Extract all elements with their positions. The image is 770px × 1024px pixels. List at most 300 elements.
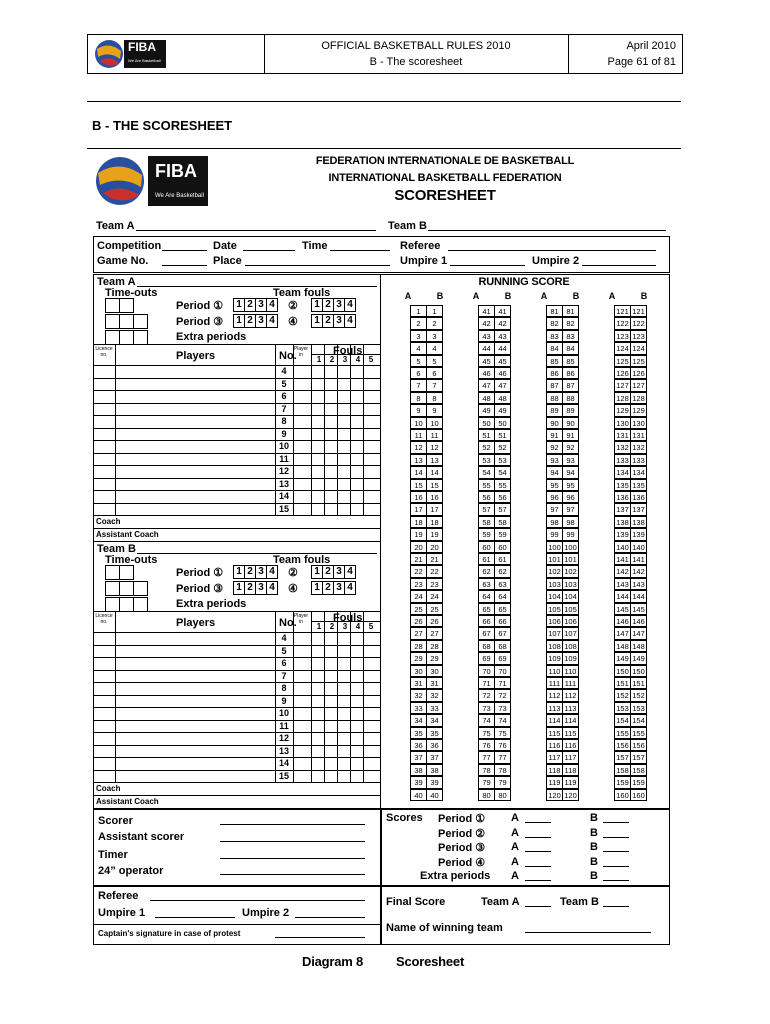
timeout-box[interactable]: [119, 330, 134, 345]
rs-cell[interactable]: 1: [426, 305, 443, 317]
rs-cell[interactable]: 61: [478, 553, 495, 565]
rs-cell[interactable]: 47: [478, 379, 495, 391]
rs-cell[interactable]: 154: [614, 714, 631, 726]
rs-cell[interactable]: 55: [478, 479, 495, 491]
rs-cell[interactable]: 44: [494, 342, 511, 354]
rs-cell[interactable]: 68: [494, 640, 511, 652]
rs-cell[interactable]: 54: [478, 466, 495, 478]
rs-cell[interactable]: 146: [630, 615, 647, 627]
rs-cell[interactable]: 102: [546, 565, 563, 577]
rs-cell[interactable]: 86: [546, 367, 563, 379]
rs-cell[interactable]: 116: [546, 739, 563, 751]
rs-cell[interactable]: 22: [426, 565, 443, 577]
rs-cell[interactable]: 135: [614, 479, 631, 491]
rs-cell[interactable]: 26: [426, 615, 443, 627]
rs-cell[interactable]: 34: [426, 714, 443, 726]
foul-box[interactable]: 1: [311, 581, 323, 595]
rs-cell[interactable]: 88: [546, 392, 563, 404]
rs-cell[interactable]: 49: [494, 404, 511, 416]
foul-box[interactable]: 2: [244, 581, 256, 595]
rs-cell[interactable]: 150: [614, 665, 631, 677]
rs-cell[interactable]: 3: [410, 330, 427, 342]
rs-cell[interactable]: 118: [562, 764, 579, 776]
assistant-scorer-field[interactable]: [220, 841, 365, 842]
rs-cell[interactable]: 121: [614, 305, 631, 317]
timeout-box[interactable]: [105, 565, 120, 580]
rs-cell[interactable]: 33: [410, 702, 427, 714]
rs-cell[interactable]: 46: [494, 367, 511, 379]
rs-cell[interactable]: 15: [410, 479, 427, 491]
rs-cell[interactable]: 130: [630, 417, 647, 429]
rs-cell[interactable]: 14: [426, 466, 443, 478]
rs-cell[interactable]: 103: [546, 578, 563, 590]
rs-cell[interactable]: 123: [630, 330, 647, 342]
rs-cell[interactable]: 8: [410, 392, 427, 404]
rs-cell[interactable]: 42: [494, 317, 511, 329]
period-score-a-field[interactable]: [525, 880, 551, 881]
rs-cell[interactable]: 25: [410, 603, 427, 615]
rs-cell[interactable]: 97: [562, 503, 579, 515]
rs-cell[interactable]: 117: [546, 751, 563, 763]
rs-cell[interactable]: 62: [494, 565, 511, 577]
rs-cell[interactable]: 56: [478, 491, 495, 503]
rs-cell[interactable]: 17: [410, 503, 427, 515]
rs-cell[interactable]: 27: [426, 627, 443, 639]
rs-cell[interactable]: 119: [546, 776, 563, 788]
rs-cell[interactable]: 141: [630, 553, 647, 565]
rs-cell[interactable]: 98: [562, 516, 579, 528]
foul-box[interactable]: 3: [255, 298, 267, 312]
rs-cell[interactable]: 100: [546, 541, 563, 553]
rs-cell[interactable]: 147: [630, 627, 647, 639]
rs-cell[interactable]: 107: [562, 627, 579, 639]
rs-cell[interactable]: 69: [478, 652, 495, 664]
rs-cell[interactable]: 132: [630, 441, 647, 453]
rs-cell[interactable]: 16: [426, 491, 443, 503]
foul-box[interactable]: 4: [266, 314, 278, 328]
rs-cell[interactable]: 137: [630, 503, 647, 515]
rs-cell[interactable]: 45: [494, 355, 511, 367]
rs-cell[interactable]: 9: [426, 404, 443, 416]
rs-cell[interactable]: 53: [478, 454, 495, 466]
rs-cell[interactable]: 54: [494, 466, 511, 478]
rs-cell[interactable]: 141: [614, 553, 631, 565]
timeout-box[interactable]: [105, 597, 120, 612]
foul-box[interactable]: 2: [322, 565, 334, 579]
period-score-a-field[interactable]: [525, 822, 551, 823]
rs-cell[interactable]: 64: [494, 590, 511, 602]
rs-cell[interactable]: 10: [410, 417, 427, 429]
rs-cell[interactable]: 36: [410, 739, 427, 751]
final-team-b-field[interactable]: [603, 906, 629, 907]
rs-cell[interactable]: 139: [630, 528, 647, 540]
foul-box[interactable]: 1: [233, 581, 245, 595]
rs-cell[interactable]: 87: [546, 379, 563, 391]
rs-cell[interactable]: 94: [546, 466, 563, 478]
rs-cell[interactable]: 82: [562, 317, 579, 329]
rs-cell[interactable]: 93: [562, 454, 579, 466]
rs-cell[interactable]: 130: [614, 417, 631, 429]
rs-cell[interactable]: 97: [546, 503, 563, 515]
rs-cell[interactable]: 11: [426, 429, 443, 441]
rs-cell[interactable]: 85: [546, 355, 563, 367]
rs-cell[interactable]: 145: [630, 603, 647, 615]
referee-field[interactable]: [448, 250, 656, 251]
timeout-box[interactable]: [133, 597, 148, 612]
rs-cell[interactable]: 32: [426, 689, 443, 701]
rs-cell[interactable]: 115: [546, 727, 563, 739]
rs-cell[interactable]: 99: [546, 528, 563, 540]
rs-cell[interactable]: 158: [614, 764, 631, 776]
rs-cell[interactable]: 108: [562, 640, 579, 652]
rs-cell[interactable]: 95: [562, 479, 579, 491]
rs-cell[interactable]: 28: [426, 640, 443, 652]
foul-box[interactable]: 4: [344, 314, 356, 328]
timeout-box[interactable]: [119, 298, 134, 313]
rs-cell[interactable]: 154: [630, 714, 647, 726]
rs-cell[interactable]: 133: [614, 454, 631, 466]
rs-cell[interactable]: 74: [478, 714, 495, 726]
rs-cell[interactable]: 89: [546, 404, 563, 416]
rs-cell[interactable]: 125: [630, 355, 647, 367]
rs-cell[interactable]: 95: [546, 479, 563, 491]
rs-cell[interactable]: 51: [494, 429, 511, 441]
rs-cell[interactable]: 31: [426, 677, 443, 689]
rs-cell[interactable]: 122: [614, 317, 631, 329]
rs-cell[interactable]: 30: [426, 665, 443, 677]
rs-cell[interactable]: 115: [562, 727, 579, 739]
rs-cell[interactable]: 121: [630, 305, 647, 317]
rs-cell[interactable]: 92: [562, 441, 579, 453]
rs-cell[interactable]: 90: [562, 417, 579, 429]
rs-cell[interactable]: 113: [546, 702, 563, 714]
rs-cell[interactable]: 123: [614, 330, 631, 342]
team-name-field[interactable]: [137, 553, 377, 554]
rs-cell[interactable]: 114: [546, 714, 563, 726]
rs-cell[interactable]: 12: [410, 441, 427, 453]
rs-cell[interactable]: 58: [478, 516, 495, 528]
rs-cell[interactable]: 103: [562, 578, 579, 590]
rs-cell[interactable]: 85: [562, 355, 579, 367]
rs-cell[interactable]: 158: [630, 764, 647, 776]
rs-cell[interactable]: 142: [614, 565, 631, 577]
rs-cell[interactable]: 60: [494, 541, 511, 553]
timeout-box[interactable]: [105, 298, 120, 313]
rs-cell[interactable]: 68: [478, 640, 495, 652]
rs-cell[interactable]: 96: [562, 491, 579, 503]
foul-box[interactable]: 3: [333, 314, 345, 328]
rs-cell[interactable]: 40: [410, 789, 427, 801]
rs-cell[interactable]: 127: [630, 379, 647, 391]
rs-cell[interactable]: 65: [478, 603, 495, 615]
rs-cell[interactable]: 143: [630, 578, 647, 590]
rs-cell[interactable]: 73: [494, 702, 511, 714]
rs-cell[interactable]: 109: [562, 652, 579, 664]
rs-cell[interactable]: 59: [478, 528, 495, 540]
rs-cell[interactable]: 132: [614, 441, 631, 453]
rs-cell[interactable]: 37: [426, 751, 443, 763]
rs-cell[interactable]: 19: [410, 528, 427, 540]
rs-cell[interactable]: 81: [562, 305, 579, 317]
rs-cell[interactable]: 155: [614, 727, 631, 739]
foul-box[interactable]: 1: [311, 298, 323, 312]
rs-cell[interactable]: 109: [546, 652, 563, 664]
rs-cell[interactable]: 21: [426, 553, 443, 565]
rs-cell[interactable]: 5: [426, 355, 443, 367]
rs-cell[interactable]: 151: [630, 677, 647, 689]
rs-cell[interactable]: 80: [478, 789, 495, 801]
rs-cell[interactable]: 52: [478, 441, 495, 453]
rs-cell[interactable]: 144: [614, 590, 631, 602]
foul-box[interactable]: 1: [311, 314, 323, 328]
rs-cell[interactable]: 81: [546, 305, 563, 317]
rs-cell[interactable]: 98: [546, 516, 563, 528]
referee-b-field[interactable]: [150, 900, 365, 901]
rs-cell[interactable]: 23: [410, 578, 427, 590]
rs-cell[interactable]: 77: [494, 751, 511, 763]
rs-cell[interactable]: 134: [630, 466, 647, 478]
winner-field[interactable]: [525, 932, 651, 933]
rs-cell[interactable]: 101: [562, 553, 579, 565]
rs-cell[interactable]: 66: [478, 615, 495, 627]
rs-cell[interactable]: 63: [478, 578, 495, 590]
rs-cell[interactable]: 70: [478, 665, 495, 677]
rs-cell[interactable]: 49: [478, 404, 495, 416]
rs-cell[interactable]: 106: [546, 615, 563, 627]
foul-box[interactable]: 1: [233, 565, 245, 579]
rs-cell[interactable]: 111: [546, 677, 563, 689]
rs-cell[interactable]: 2: [410, 317, 427, 329]
final-team-a-field[interactable]: [525, 906, 551, 907]
timeout-box[interactable]: [133, 314, 148, 329]
rs-cell[interactable]: 29: [410, 652, 427, 664]
rs-cell[interactable]: 23: [426, 578, 443, 590]
rs-cell[interactable]: 106: [562, 615, 579, 627]
rs-cell[interactable]: 160: [630, 789, 647, 801]
rs-cell[interactable]: 129: [630, 404, 647, 416]
rs-cell[interactable]: 57: [478, 503, 495, 515]
foul-box[interactable]: 3: [255, 314, 267, 328]
rs-cell[interactable]: 87: [562, 379, 579, 391]
date-field[interactable]: [243, 250, 295, 251]
rs-cell[interactable]: 112: [562, 689, 579, 701]
rs-cell[interactable]: 13: [410, 454, 427, 466]
rs-cell[interactable]: 6: [410, 367, 427, 379]
rs-cell[interactable]: 27: [410, 627, 427, 639]
rs-cell[interactable]: 140: [630, 541, 647, 553]
period-score-b-field[interactable]: [603, 851, 629, 852]
rs-cell[interactable]: 128: [630, 392, 647, 404]
rs-cell[interactable]: 66: [494, 615, 511, 627]
rs-cell[interactable]: 92: [546, 441, 563, 453]
rs-cell[interactable]: 112: [546, 689, 563, 701]
umpire1-field[interactable]: [450, 265, 525, 266]
rs-cell[interactable]: 114: [562, 714, 579, 726]
rs-cell[interactable]: 33: [426, 702, 443, 714]
rs-cell[interactable]: 148: [630, 640, 647, 652]
rs-cell[interactable]: 137: [614, 503, 631, 515]
rs-cell[interactable]: 138: [630, 516, 647, 528]
rs-cell[interactable]: 153: [614, 702, 631, 714]
rs-cell[interactable]: 8: [426, 392, 443, 404]
rs-cell[interactable]: 67: [478, 627, 495, 639]
rs-cell[interactable]: 4: [426, 342, 443, 354]
rs-cell[interactable]: 35: [410, 727, 427, 739]
rs-cell[interactable]: 39: [426, 776, 443, 788]
rs-cell[interactable]: 134: [614, 466, 631, 478]
rs-cell[interactable]: 80: [494, 789, 511, 801]
rs-cell[interactable]: 59: [494, 528, 511, 540]
team-name-field[interactable]: [137, 286, 377, 287]
rs-cell[interactable]: 136: [630, 491, 647, 503]
rs-cell[interactable]: 45: [478, 355, 495, 367]
rs-cell[interactable]: 29: [426, 652, 443, 664]
rs-cell[interactable]: 155: [630, 727, 647, 739]
rs-cell[interactable]: 43: [478, 330, 495, 342]
place-field[interactable]: [245, 265, 390, 266]
rs-cell[interactable]: 64: [478, 590, 495, 602]
rs-cell[interactable]: 71: [478, 677, 495, 689]
rs-cell[interactable]: 101: [546, 553, 563, 565]
rs-cell[interactable]: 37: [410, 751, 427, 763]
period-score-b-field[interactable]: [603, 822, 629, 823]
rs-cell[interactable]: 82: [546, 317, 563, 329]
rs-cell[interactable]: 79: [494, 776, 511, 788]
rs-cell[interactable]: 13: [426, 454, 443, 466]
rs-cell[interactable]: 86: [562, 367, 579, 379]
rs-cell[interactable]: 2: [426, 317, 443, 329]
rs-cell[interactable]: 124: [614, 342, 631, 354]
timeout-box[interactable]: [119, 597, 134, 612]
rs-cell[interactable]: 139: [614, 528, 631, 540]
foul-box[interactable]: 2: [322, 298, 334, 312]
rs-cell[interactable]: 94: [562, 466, 579, 478]
foul-box[interactable]: 2: [322, 314, 334, 328]
rs-cell[interactable]: 105: [546, 603, 563, 615]
rs-cell[interactable]: 84: [546, 342, 563, 354]
rs-cell[interactable]: 142: [630, 565, 647, 577]
rs-cell[interactable]: 52: [494, 441, 511, 453]
rs-cell[interactable]: 91: [562, 429, 579, 441]
timer-field[interactable]: [220, 858, 365, 859]
rs-cell[interactable]: 122: [630, 317, 647, 329]
rs-cell[interactable]: 31: [410, 677, 427, 689]
rs-cell[interactable]: 9: [410, 404, 427, 416]
rs-cell[interactable]: 46: [478, 367, 495, 379]
rs-cell[interactable]: 19: [426, 528, 443, 540]
rs-cell[interactable]: 126: [614, 367, 631, 379]
rs-cell[interactable]: 159: [614, 776, 631, 788]
foul-box[interactable]: 3: [333, 581, 345, 595]
rs-cell[interactable]: 79: [478, 776, 495, 788]
rs-cell[interactable]: 91: [546, 429, 563, 441]
rs-cell[interactable]: 149: [630, 652, 647, 664]
period-score-b-field[interactable]: [603, 837, 629, 838]
rs-cell[interactable]: 131: [614, 429, 631, 441]
rs-cell[interactable]: 147: [614, 627, 631, 639]
rs-cell[interactable]: 14: [410, 466, 427, 478]
rs-cell[interactable]: 102: [562, 565, 579, 577]
rs-cell[interactable]: 120: [546, 789, 563, 801]
rs-cell[interactable]: 152: [614, 689, 631, 701]
rs-cell[interactable]: 128: [614, 392, 631, 404]
rs-cell[interactable]: 35: [426, 727, 443, 739]
rs-cell[interactable]: 24: [410, 590, 427, 602]
rs-cell[interactable]: 15: [426, 479, 443, 491]
rs-cell[interactable]: 56: [494, 491, 511, 503]
foul-box[interactable]: 3: [255, 581, 267, 595]
rs-cell[interactable]: 69: [494, 652, 511, 664]
rs-cell[interactable]: 24: [426, 590, 443, 602]
timeout-box[interactable]: [133, 581, 148, 596]
timeout-box[interactable]: [105, 314, 120, 329]
rs-cell[interactable]: 39: [410, 776, 427, 788]
foul-box[interactable]: 4: [344, 581, 356, 595]
rs-cell[interactable]: 159: [630, 776, 647, 788]
rs-cell[interactable]: 57: [494, 503, 511, 515]
foul-box[interactable]: 4: [266, 565, 278, 579]
rs-cell[interactable]: 78: [478, 764, 495, 776]
period-score-a-field[interactable]: [525, 837, 551, 838]
rs-cell[interactable]: 40: [426, 789, 443, 801]
foul-box[interactable]: 1: [233, 298, 245, 312]
rs-cell[interactable]: 62: [478, 565, 495, 577]
period-score-b-field[interactable]: [603, 880, 629, 881]
rs-cell[interactable]: 3: [426, 330, 443, 342]
rs-cell[interactable]: 144: [630, 590, 647, 602]
rs-cell[interactable]: 10: [426, 417, 443, 429]
rs-cell[interactable]: 18: [426, 516, 443, 528]
rs-cell[interactable]: 156: [630, 739, 647, 751]
rs-cell[interactable]: 72: [494, 689, 511, 701]
rs-cell[interactable]: 21: [410, 553, 427, 565]
rs-cell[interactable]: 76: [494, 739, 511, 751]
rs-cell[interactable]: 90: [546, 417, 563, 429]
rs-cell[interactable]: 43: [494, 330, 511, 342]
rs-cell[interactable]: 157: [614, 751, 631, 763]
rs-cell[interactable]: 32: [410, 689, 427, 701]
rs-cell[interactable]: 34: [410, 714, 427, 726]
rs-cell[interactable]: 75: [494, 727, 511, 739]
rs-cell[interactable]: 135: [630, 479, 647, 491]
rs-cell[interactable]: 38: [410, 764, 427, 776]
rs-cell[interactable]: 77: [478, 751, 495, 763]
foul-box[interactable]: 4: [266, 581, 278, 595]
rs-cell[interactable]: 25: [426, 603, 443, 615]
foul-box[interactable]: 3: [255, 565, 267, 579]
rs-cell[interactable]: 108: [546, 640, 563, 652]
rs-cell[interactable]: 88: [562, 392, 579, 404]
rs-cell[interactable]: 151: [614, 677, 631, 689]
rs-cell[interactable]: 18: [410, 516, 427, 528]
rs-cell[interactable]: 36: [426, 739, 443, 751]
rs-cell[interactable]: 138: [614, 516, 631, 528]
rs-cell[interactable]: 133: [630, 454, 647, 466]
rs-cell[interactable]: 48: [478, 392, 495, 404]
rs-cell[interactable]: 67: [494, 627, 511, 639]
period-score-a-field[interactable]: [525, 851, 551, 852]
rs-cell[interactable]: 16: [410, 491, 427, 503]
umpire2-b-field[interactable]: [295, 917, 365, 918]
rs-cell[interactable]: 83: [562, 330, 579, 342]
timeout-box[interactable]: [119, 581, 134, 596]
game-no-field[interactable]: [162, 265, 207, 266]
timeout-box[interactable]: [133, 330, 148, 345]
foul-box[interactable]: 2: [244, 565, 256, 579]
rs-cell[interactable]: 150: [630, 665, 647, 677]
rs-cell[interactable]: 104: [546, 590, 563, 602]
rs-cell[interactable]: 84: [562, 342, 579, 354]
